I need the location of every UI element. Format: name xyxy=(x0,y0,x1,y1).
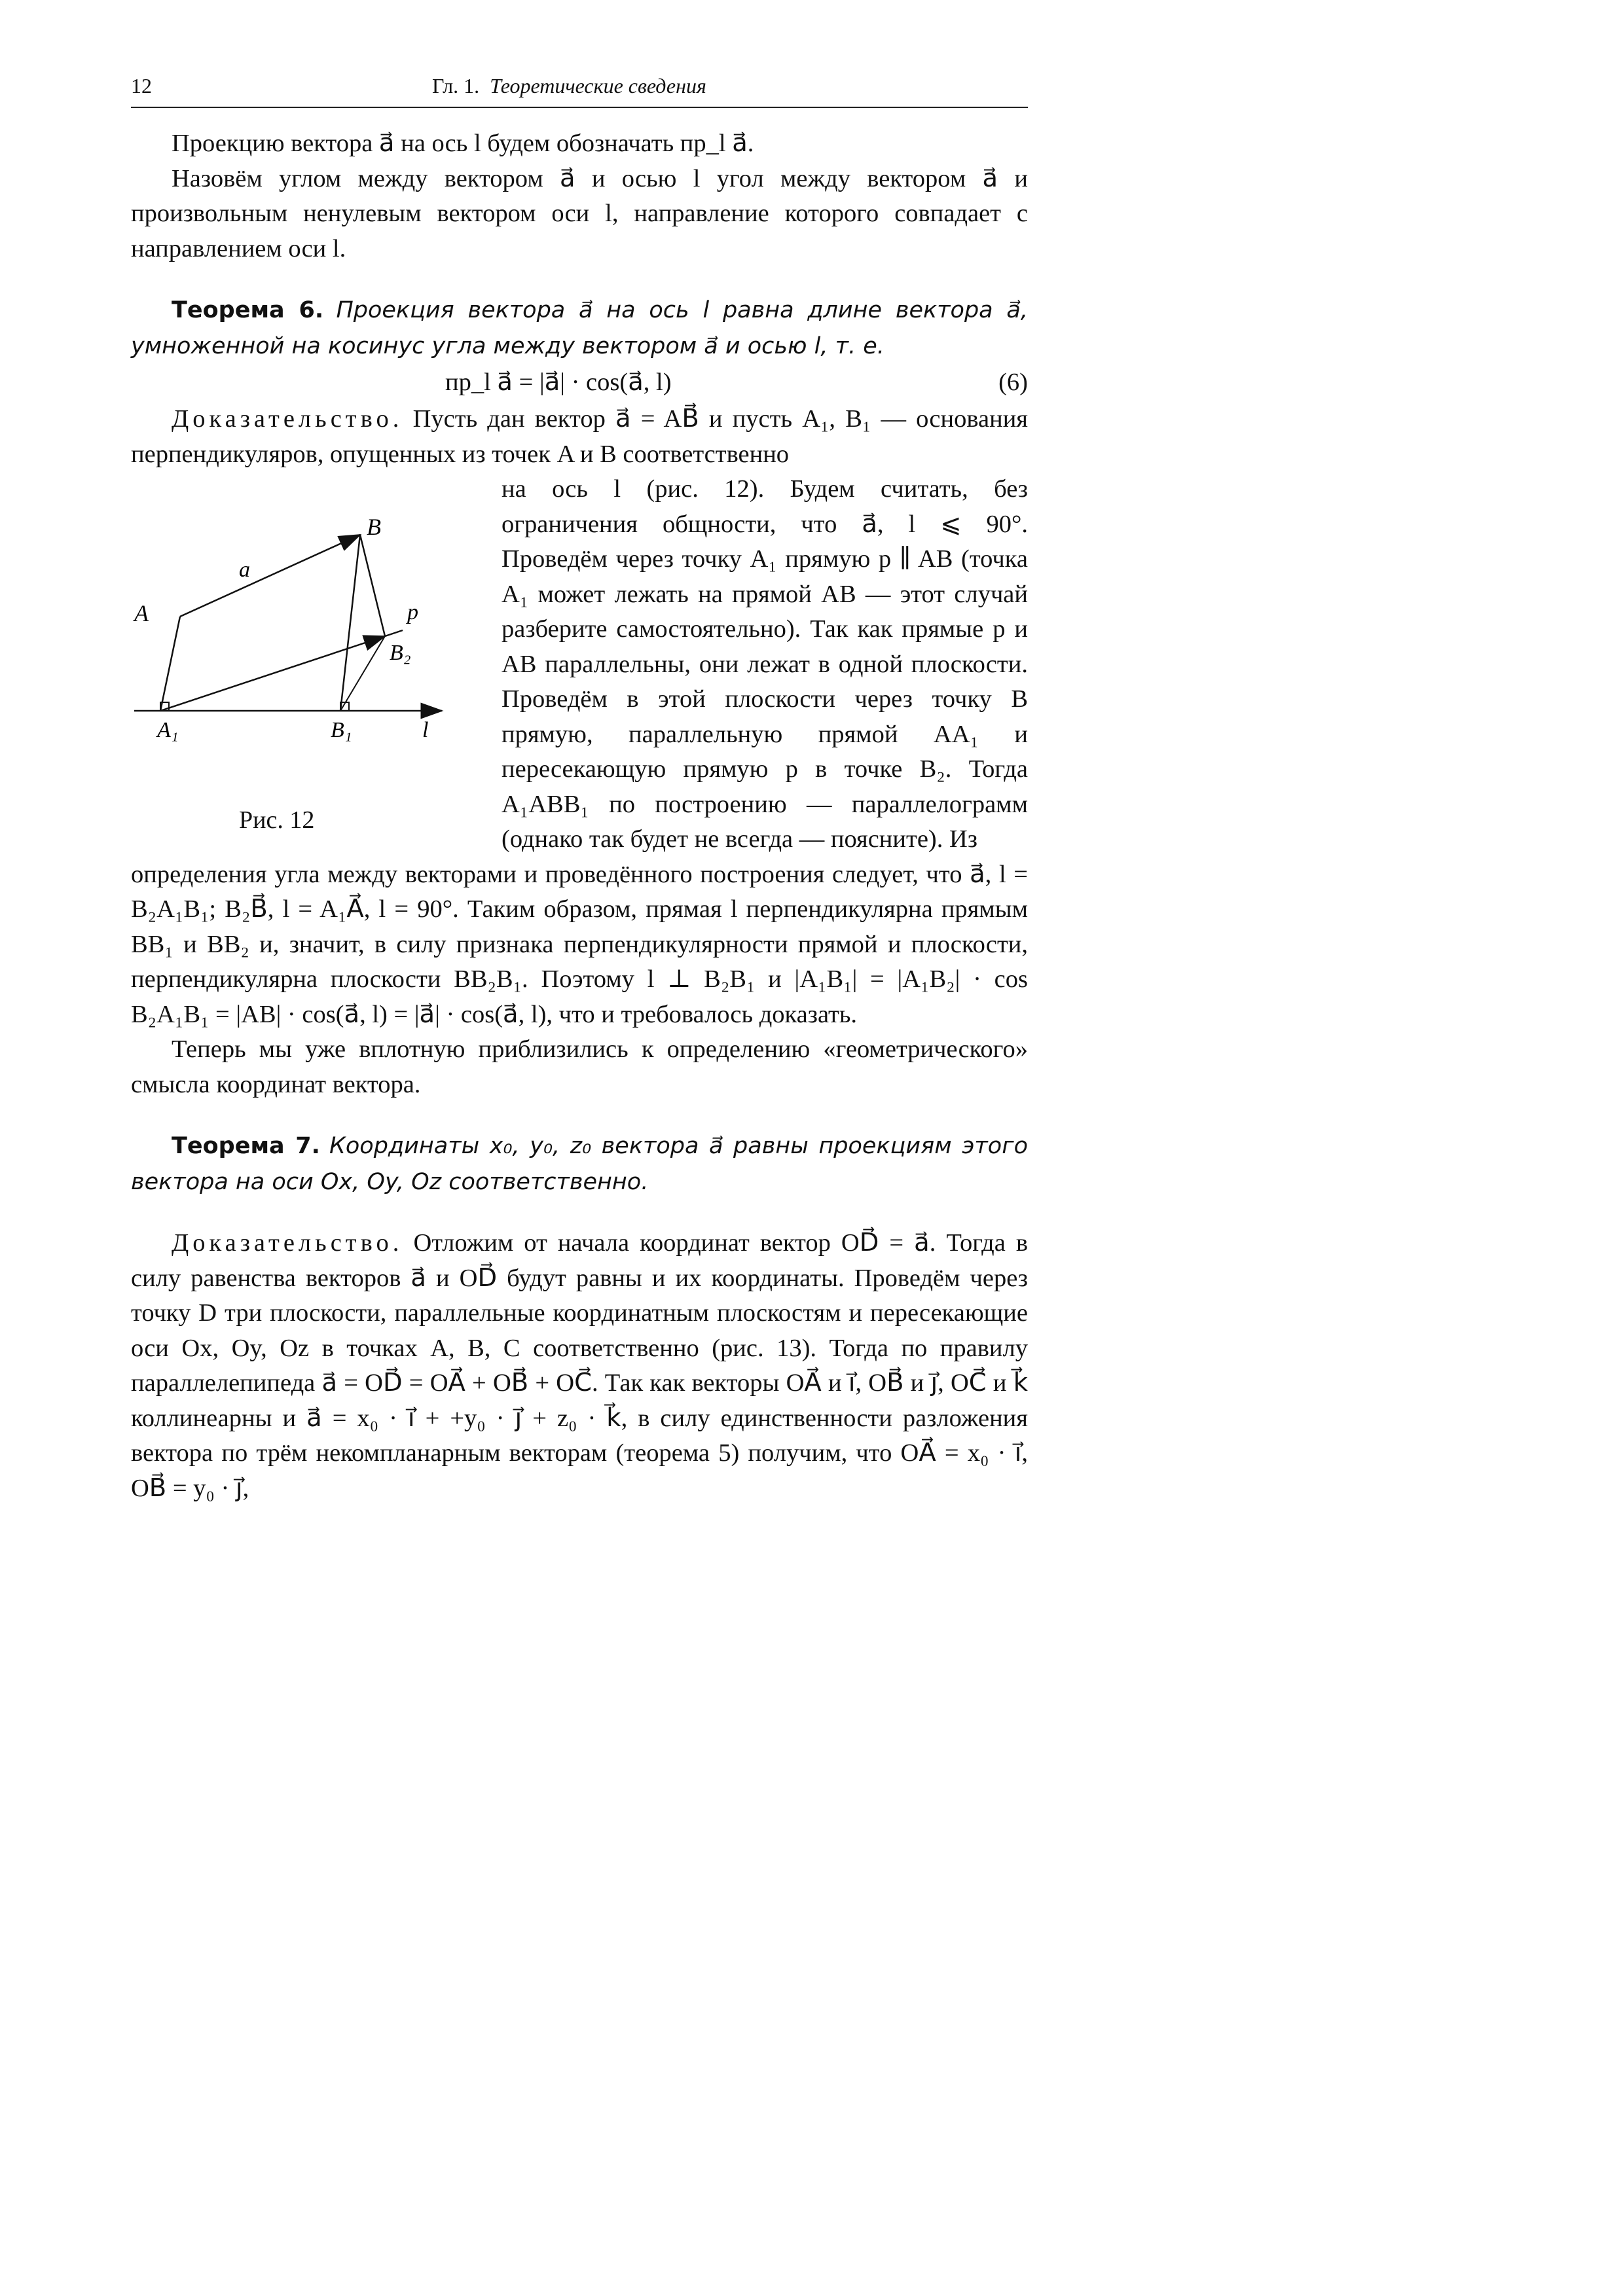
theorem-6 xyxy=(131,293,1028,364)
segment-b-b1 xyxy=(340,535,360,711)
theorem-7 xyxy=(131,1128,1028,1200)
page xyxy=(131,69,1028,1506)
theorem-6-statement: Проекция вектора a⃗ на ось l равна длине вектора a⃗, умноженной на косинус угла между вектором a⃗ и осью l, т. е. xyxy=(131,297,1028,359)
running-header xyxy=(131,69,1028,108)
page-number: 12 xyxy=(131,74,152,98)
proof-6-wrapped-text: на ось l (рис. 12). Будем считать, без ограничения общности, что a⃗, l ⩽ 90°. Проведём через точку A₁ прямую p ∥ AB (точка A₁ может лежать на прямой AB — этот случай разберите самостоятельно). Так как прямые p и AB параллельны, они лежат в одной плоскости. Проведём в этой плоскости через точку B прямую, параллельную прямой AA₁ и пересекающую прямую p в точке B₂. Тогда A₁ABB₁ по построению — параллелограмм (однако так будет не всегда — поясните). Из xyxy=(501,475,1028,853)
chapter-number: Гл. 1. xyxy=(432,74,480,98)
paragraph-angle-definition: Назовём углом между вектором a⃗ и осью l угол между вектором a⃗ и произвольным ненулевым вектором оси l, направление которого совпадает с направлением оси l. xyxy=(131,164,1028,262)
proof-6-continuation: определения угла между векторами и проведённого построения следует, что a⃗, l = B₂A₁B₁; B₂B⃗, l = A₁A⃗, l = 90°. Таким образом, прямая l перпендикулярна прямым BB₁ и BB₂ и, значит, в силу признака перпендикулярности прямой и плоскости, перпендикулярна плоскости BB₂B₁. Поэтому l ⊥ B₂B₁ и |A₁B₁| = |A₁B₂| · cos B₂A₁B₁ = |AB| · cos(a⃗, l) = |a⃗| · cos(a⃗, l), что и требовалось доказать. xyxy=(131,860,1028,1028)
theorem-7-label: Теорема 7. xyxy=(172,1133,320,1159)
formula-6 xyxy=(131,364,1028,402)
label-b2: B₂ xyxy=(390,641,411,665)
label-l: l xyxy=(422,718,429,742)
paragraph-geometric-meaning: Теперь мы уже вплотную приблизились к определению «геометрического» смысла координат вектора. xyxy=(131,1035,1028,1098)
figure-12-diagram xyxy=(131,472,484,799)
label-a1: A₁ xyxy=(157,718,179,742)
proof-7 xyxy=(131,1226,1028,1506)
label-p: p xyxy=(407,600,418,624)
label-a-vector: a⃗ xyxy=(239,558,268,582)
figure-12 xyxy=(131,472,484,838)
label-a: A xyxy=(134,600,149,626)
segment-a-a1 xyxy=(160,617,180,711)
vector-ab xyxy=(180,535,360,617)
formula-6-expression: пр_l a⃗ = |a⃗| · cos(a⃗, l) xyxy=(445,368,672,396)
proof-7-text: Отложим от начала координат вектор OD⃗ = a⃗. Тогда в силу равенства векторов a⃗ и OD⃗ будут равны и их координаты. Проведём через точку D три плоскости, параллельные координатным плоскостям и пересекающие оси Ox, Oy, Oz в точках A, B, C соответственно (рис. 13). Тогда по правилу параллелепипеда a⃗ = OD⃗ = OA⃗ + OB⃗ + OC⃗. Так как векторы OA⃗ и i⃗, OB⃗ и j⃗, OC⃗ и k⃗ коллинеарны и a⃗ = x₀ · i⃗ + +y₀ · j⃗ + z₀ · k⃗, в силу единственности разложения вектора по трём некомпланарным векторам (теорема 5) получим, что OA⃗ = x₀ · i⃗, OB⃗ = y₀ · j⃗, xyxy=(131,1229,1028,1502)
label-b: B xyxy=(367,514,381,540)
proof-7-label: Доказательство. xyxy=(172,1229,403,1257)
theorem-7-statement: Координаты x₀, y₀, z₀ вектора a⃗ равны проекциям этого вектора на оси Ox, Oy, Oz соответственно. xyxy=(131,1133,1029,1195)
figure-12-caption: Рис. 12 xyxy=(239,806,315,834)
segment-b-b2 xyxy=(360,535,385,636)
proof-6-lead-text: Пусть дан вектор a⃗ = AB⃗ и пусть A₁, B₁ — основания перпендикуляров, опущенных из точек A и B соответственно xyxy=(131,405,1029,468)
chapter-title: Теоретические сведения xyxy=(490,74,706,98)
theorem-6-label: Теорема 6. xyxy=(172,297,324,323)
formula-6-number: (6) xyxy=(998,368,1028,396)
paragraph-projection-notation: Проекцию вектора a⃗ на ось l будем обозначать пр_l a⃗. xyxy=(172,130,754,157)
proof-6-lead xyxy=(131,402,1028,472)
line-p-extension xyxy=(385,630,403,636)
vector-a1-b2 xyxy=(160,636,385,711)
chapter-heading xyxy=(432,74,706,98)
proof-label: Доказательство. xyxy=(172,405,403,433)
label-b1: B₁ xyxy=(331,718,352,742)
